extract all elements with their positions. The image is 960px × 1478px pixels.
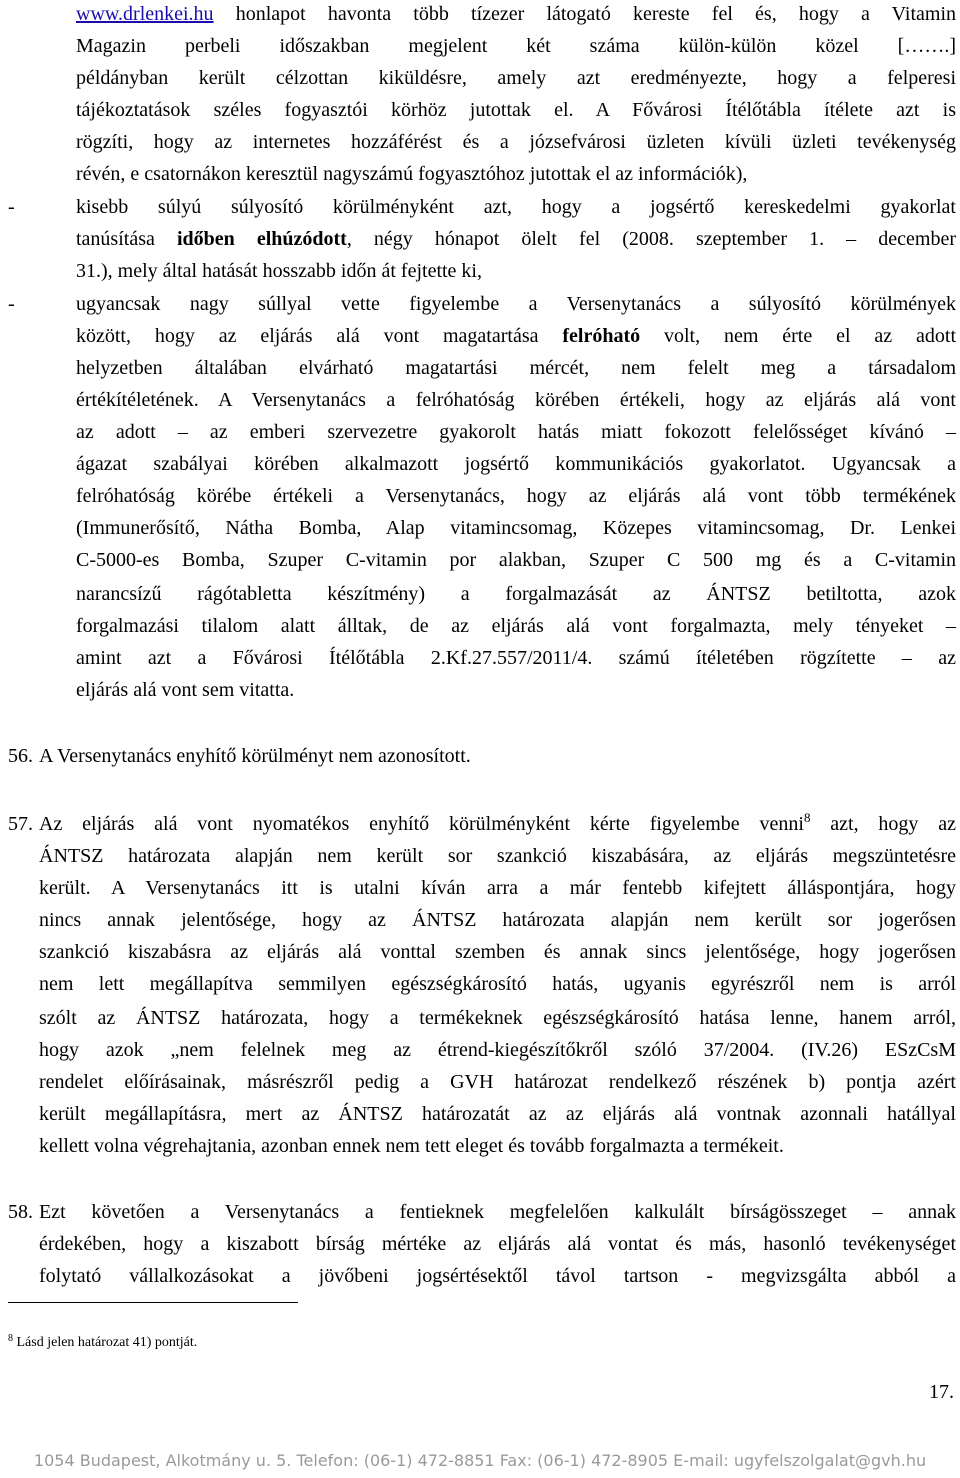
text-line: (Immunerősítő, Nátha Bomba, Alap vitamincsomag, Közepes vitamincsomag, Dr. Lenkei (76, 517, 956, 539)
text-line: nincs annak jelentősége, hogy az ÁNTSZ határozata alapján nem került sor jogerősen (39, 909, 956, 931)
text-span: Az eljárás alá vont nyomatékos enyhítő körülményként kérte figyelembe venni (39, 813, 804, 835)
text-line: A Versenytanács enyhítő körülményt nem azonosított. (39, 745, 471, 767)
bullet-dash: - (8, 196, 15, 218)
text-line: rendelet előírásainak, másrészről pedig a GVH határozat rendelkező részének b) pontja azért (39, 1071, 956, 1093)
text-span: honlapot havonta több tízezer látogató kereste fel és, hogy a Vitamin (213, 3, 956, 25)
text-line: az adott – az emberi szervezetre gyakorolt hatás miatt fokozott felelősséget kívánó – (76, 421, 956, 443)
text-line: Magazin perbeli időszakban megjelent két száma külön-külön közel […….] (76, 35, 956, 57)
text-line: forgalmazási tilalom alatt álltak, de az eljárás alá vont forgalmazta, mely tényeket – (76, 615, 956, 637)
text-line: Ezt követően a Versenytanács a fentieknek megfelelően kalkulált bírságösszeget – annak (39, 1201, 956, 1223)
text-line (76, 2, 956, 26)
text-line: került megállapításra, mert az ÁNTSZ határozatát az az eljárás alá vontnak azonnali hatállyal (39, 1103, 956, 1125)
text-line: értékítéletének. A Versenytanács a felróhatóság körében értékeli, hogy az eljárás alá vont (76, 389, 956, 411)
text-line: folytató vállalkozásokat a jövőbeni jogsértésektől távol tartson - megvizsgálta abból a (39, 1265, 956, 1287)
text-line (39, 812, 956, 836)
text-line: C-5000-es Bomba, Szuper C-vitamin por alakban, Szuper C 500 mg és a C-vitamin (76, 549, 956, 571)
bold-phrase: felróható (562, 325, 641, 347)
footnote-reference: 8 (803, 810, 811, 825)
text-line: hogy azok „nem felelnek meg az étrend-kiegészítőkről szóló 37/2004. (IV.26) ESzCsM (39, 1039, 956, 1061)
text-line: szankció kiszabásra az eljárás alá vonttal szemben és annak sincs jelentősége, hogy jogerősen (39, 941, 956, 963)
page-number: 17. (929, 1381, 954, 1403)
text-line: ágazat szabályai körében alkalmazott jogsértő kommunikációs gyakorlatot. Ugyancsak a (76, 453, 956, 475)
bold-phrase: időben elhúzódott (176, 228, 347, 250)
footnote-text: Lásd jelen határozat 41) pontját. (13, 1335, 198, 1350)
bullet-dash: - (8, 293, 15, 315)
text-span: tanúsítása (76, 228, 177, 250)
paragraph-number: 58. (8, 1201, 33, 1223)
text-span: azt, hogy az (810, 813, 956, 835)
text-line: ugyancsak nagy súllyal vette figyelembe a Versenytanács a súlyosító körülmények (76, 293, 956, 315)
text-line: révén, e csatornákon keresztül nagyszámú fogyasztóhoz jutottak el az információk), (76, 163, 748, 185)
text-line (76, 324, 956, 348)
text-span: volt, nem érte el az adott (640, 325, 957, 347)
text-line: rögzíti, hogy az internetes hozzáférést és a józsefvárosi üzleten kívüli üzleti tevékenység (76, 131, 956, 153)
text-line: került. A Versenytanács itt is utalni kíván arra a már fentebb kifejtett álláspontjára, hogy (39, 877, 956, 899)
footnote-mark: 8 (8, 1333, 13, 1344)
text-line: szólt az ÁNTSZ határozata, hogy a termékeknek egészségkárosító hatása lenne, hanem arról, (39, 1007, 956, 1029)
text-line: érdekében, hogy a kiszabott bírság mértéke az eljárás alá vontat és más, hasonló tevékenységet (39, 1233, 956, 1255)
footnote (8, 1334, 197, 1352)
text-line: amint azt a Fővárosi Ítélőtábla 2.Kf.27.557/2011/4. számú ítéletében rögzítette – az (76, 647, 956, 669)
text-span: , négy hónapot ölelt fel (2008. szeptember 1. – december (346, 228, 956, 250)
text-line: kellett volna végrehajtania, azonban ennek nem tett eleget és tovább forgalmazta a termékeit. (39, 1135, 784, 1157)
text-line: nem lett megállapítva semmilyen egészségkárosító hatás, ugyanis egyrészről nem is arról (39, 973, 956, 995)
paragraph-number: 56. (8, 745, 33, 767)
text-line: kisebb súlyú súlyosító körülményként azt, hogy a jogsértő kereskedelmi gyakorlat (76, 196, 956, 218)
paragraph-number: 57. (8, 813, 33, 835)
text-line: eljárás alá vont sem vitatta. (76, 679, 295, 701)
text-line: példányban került célzottan kiküldésre, amely azt eredményezte, hogy a felperesi (76, 67, 956, 89)
text-line: felróhatóság körébe értékeli a Versenytanács, hogy az eljárás alá vont több termékének (76, 485, 956, 507)
text-line: 31.), mely által hatását hosszabb időn át fejtette ki, (76, 260, 482, 282)
text-line: narancsízű rágótabletta készítmény) a forgalmazását az ÁNTSZ betiltotta, azok (76, 583, 956, 605)
text-line: ÁNTSZ határozata alapján nem került sor szankció kiszabására, az eljárás megszüntetésre (39, 845, 956, 867)
footnote-separator (8, 1302, 298, 1303)
text-line: tájékoztatások széles fogyasztói körhöz jutottak el. A Fővárosi Ítélőtábla ítélete azt is (76, 99, 956, 121)
drlenkei-link[interactable]: www.drlenkei.hu (76, 3, 214, 25)
page-footer: 1054 Budapest, Alkotmány u. 5. Telefon: (06-1) 472-8851 Fax: (06-1) 472-8905 E-mail: ugyfelszolgalat@gvh.hu (33, 1451, 927, 1470)
text-line (76, 227, 956, 251)
text-line: helyzetben általában elvárható magatartási mércét, nem felelt meg a társadalom (76, 357, 956, 379)
text-span: között, hogy az eljárás alá vont magatartása (76, 325, 563, 347)
